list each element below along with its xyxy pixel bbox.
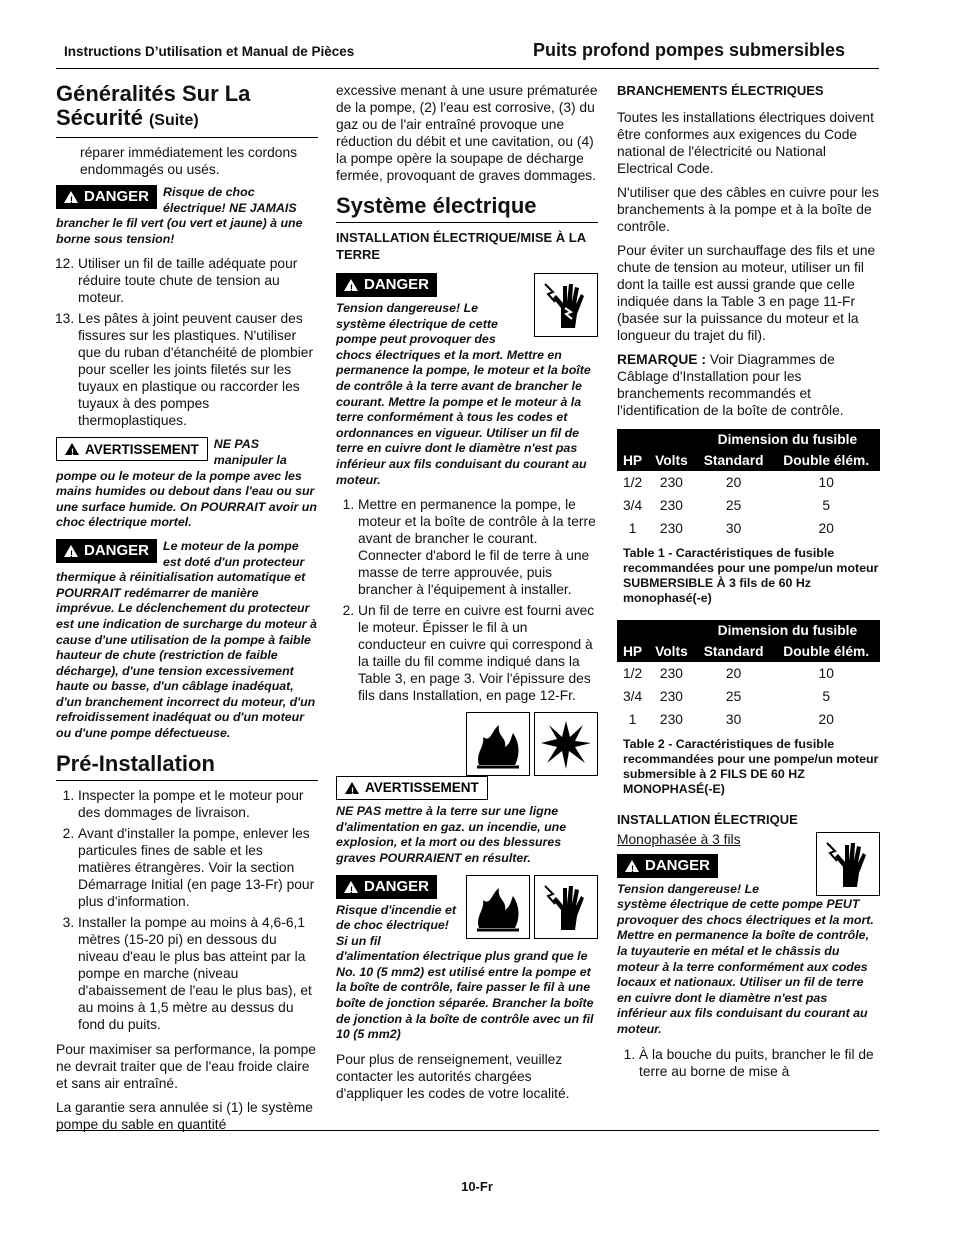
list-item: 13. Les pâtes à joint peuvent causer des fissures sur les plastiques. N'utiliser que du ruban d'étanchéité de plombier pour sceller les joints filetés sur les tuyaux en plastique ou raccorder les tuyaux à des pompes thermoplastiques. [78, 310, 318, 429]
list-item: 3. Installer la pompe au moins à 4,6-6,1 mètres (15-20 pi) en dessous du niveau d'eau le plus bas atteint par la pompe en marche (niveau d'abaissement de l'eau le plus bas), et au moins à 1,5 mètre au dessus du fond du puits. [78, 914, 318, 1033]
list-item: 1. Inspecter la pompe et le moteur pour des dommages de livraison. [78, 787, 318, 821]
avertissement-warning-2: ! AVERTISSEMENT NE PAS mettre à la terre sur une ligne d'alimentation en gaz. un incendie, une explosion, et la mort ou des blessures graves POURRAIENT en résulter. [336, 712, 598, 866]
table-cell: 230 [659, 475, 683, 490]
explosion-hazard-icon [534, 712, 598, 776]
page-number: 10-Fr [461, 1179, 493, 1194]
table-cell: 3/4 [622, 498, 643, 513]
table-2-caption: Table 2 - Caractéristiques de fusible recommandées pour une pompe/un moteur submersible à 2 FILS DE 60 HZ MONOPHASÉ(-E) [623, 737, 879, 796]
table-row [617, 471, 880, 494]
table-cell: 230 [659, 666, 683, 681]
bottom-rule [56, 1130, 879, 1131]
table-cell: 20 [725, 475, 742, 490]
table-cell: 30 [725, 712, 742, 727]
table-cell: 5 [822, 689, 831, 704]
list-item: 2. Avant d'installer la pompe, enlever les particules fines de sable et les matières étrangères. Voir la section Démarrage Initial (en page 13-Fr) pour plus d'information. [78, 825, 318, 910]
table-cell: 5 [822, 498, 831, 513]
danger-warning-1: ! DANGER Risque de choc électrique! NE JAMAIS brancher le fil vert (ou vert et jaune) à une borne sous tension! [56, 185, 303, 246]
shock-hazard-icon [534, 875, 598, 939]
danger-badge: ! DANGER [56, 539, 157, 563]
paragraph-performance: Pour maximiser sa performance, la pompe ne devrait traiter que de l'eau froide claire et sans air entraîné. [56, 1041, 316, 1091]
table-header-double: Double élém. [783, 453, 870, 468]
paragraph-remarque: REMARQUE : Voir Diagrammes de Câblage d'Installation pour les branchements recommandés et l'identification de la boîte de contrôle. [617, 352, 844, 418]
list-item: 12. Utiliser un fil de taille adéquate pour réduire toute chute de tension au moteur. [78, 255, 318, 306]
table-cell: 20 [818, 521, 834, 536]
top-rule [56, 68, 879, 69]
installation-list [617, 1046, 880, 1080]
danger-badge: ! DANGER [336, 875, 437, 899]
table-group-header: Dimension du fusible [717, 432, 858, 447]
column-1 [56, 82, 318, 1140]
table-cell: 1 [628, 521, 637, 536]
list-item: 2. Un fil de terre en cuivre est fourni avec le moteur. Épisser le fil à un conducteur en cuivre qui correspond à la taille du fil comme indiqué dans la Table 3, en page 3. Voir l'épissure des fils dans Installation, en page 12-Fr. [358, 602, 598, 704]
table-cell: 230 [659, 689, 683, 704]
paragraph-intro: réparer immédiatement les cordons endommagés ou usés. [80, 145, 298, 177]
table-cell: 20 [818, 712, 834, 727]
shock-hazard-icon [816, 832, 880, 896]
table-header-double: Double élém. [783, 644, 870, 659]
table-cell: 1/2 [622, 475, 643, 490]
avertissement-warning-1: ! AVERTISSEMENT NE PAS manipuler la pompe ou le moteur de la pompe avec les mains humides ou debout dans l'eau ou sur une surface humide. On POURRAIT avoir un choc électrique mortel. [56, 437, 317, 530]
list-item: 1. À la bouche du puits, brancher le fil de terre au borne de mise à [639, 1046, 880, 1080]
table-cell: 25 [725, 689, 742, 704]
danger-badge: ! DANGER [56, 185, 157, 209]
table-header-volts: Volts [655, 453, 688, 468]
column-2 [336, 82, 598, 1109]
table-1-caption: Table 1 - Caractéristiques de fusible recommandées pour une pompe/un moteur SUBMERSIBLE À 3 fils de 60 Hz monophasé(-e) [623, 546, 879, 605]
section-title-systeme: Système électrique [336, 194, 598, 223]
monophasee-label: Monophasée à 3 fils [617, 832, 741, 847]
table-header-hp: HP [622, 453, 643, 468]
preinstallation-list [56, 787, 318, 1033]
avertissement-badge: ! AVERTISSEMENT [336, 776, 488, 800]
table-cell: 10 [818, 475, 834, 490]
fuse-table-1 [617, 429, 880, 540]
section-title-preinstallation: Pré-Installation [56, 752, 318, 781]
fuse-table-2 [617, 620, 880, 731]
table-cell: 230 [659, 712, 683, 727]
table-cell: 25 [725, 498, 742, 513]
table-group-header: Dimension du fusible [717, 623, 858, 638]
table-cell: 230 [659, 521, 683, 536]
section-title-securite: Généralités Sur La Sécurité (Suite) [56, 82, 318, 138]
table-cell: 3/4 [622, 689, 643, 704]
danger-warning-4: ! DANGER Risque d'incendie et de choc électrique! Si un fil d'alimentation électrique plus grand que le No. 10 (5 mm2) est utilisé entre la pompe et la boîte de contrôle, faire passer le fil à une boîte de jonction séparée. Brancher la boîte de jonction à la boîte de contrôle avec un fil 10 (5 mm2) [336, 875, 598, 1043]
paragraph-cuivre: N'utiliser que des câbles en cuivre pour les branchements à la pompe et à la boîte de contrôle. [617, 185, 879, 234]
subheading-installation-electrique: INSTALLATION ÉLECTRIQUE [617, 812, 798, 827]
table-cell: 20 [725, 666, 742, 681]
fire-hazard-icon [466, 875, 530, 939]
danger-warning-2: ! DANGER Le moteur de la pompe est doté d'un protecteur thermique à réinitialisation automatique et POURRAIT redémarrer de manière imprévue. Le déclenchement du protecteur est une indication de surcharge du moteur à cause d'une utilisation de la pompe à faible hauteur de chute (restriction de faible décharge), d'une tension excessivement haute ou basse, d'un câblage inadéquat, d'un branchement incorrect du moteur, d'un refroidissement inadéquat ou d'un moteur ou d'une pompe défectueuse. [56, 538, 317, 741]
subheading-installation: INSTALLATION ÉLECTRIQUE/MISE À LA TERRE [336, 230, 586, 262]
table-row [617, 517, 880, 540]
paragraph-garantie: La garantie sera annulée si (1) le système pompe du sable en quantité [56, 1099, 313, 1132]
table-header-standard: Standard [703, 453, 764, 468]
table-cell: 230 [659, 498, 683, 513]
subheading-branchements: BRANCHEMENTS ÉLECTRIQUES [617, 83, 824, 98]
table-cell: 30 [725, 521, 742, 536]
shock-hazard-icon [534, 273, 598, 337]
table-header-volts: Volts [655, 644, 688, 659]
paragraph-continued: excessive menant à une usure prématurée de la pompe, (2) l'eau est corrosive, (3) du gaz ou de l'air entraîné provoque une réduction du débit et une cavitation, ou (4) la pompe opère la soupape de décharge fermée, provoquant de graves dommages. [336, 83, 598, 183]
paragraph-contact: Pour plus de renseignement, veuillez contacter les autorités chargées d'appliquer les codes de votre localité. [336, 1051, 570, 1101]
table-row [617, 662, 880, 685]
table-header-hp: HP [622, 644, 643, 659]
table-cell: 10 [818, 666, 834, 681]
paragraph-code: Toutes les installations électriques doivent être conformes aux exigences du Code national de l'électricité ou National Electrical Code. [617, 110, 874, 176]
danger-warning-3: ! DANGER Tension dangereuse! Le système électrique de cette pompe peut provoquer des chocs électriques et la mort. Mettre en permanence la pompe, le moteur et la boîte de contrôle à la terre avant de brancher le courant. Mettre la pompe et le moteur à la terre conformément à tous les codes et ordonnances en vigueur. Utiliser un fil de terre en cuivre dont le diamètre n'est pas inférieur aux fils conduisant du courant au moteur. [336, 273, 598, 488]
header-left: Instructions D’utilisation et Manual de Pièces [64, 44, 355, 59]
safety-list [56, 255, 318, 429]
table-cell: 1 [628, 712, 637, 727]
list-item: 1. Mettre en permanence la pompe, le moteur et la boîte de contrôle à la terre avant de brancher le courant. Connecter d'abord le fil de terre à une masse de terre approuvée, puis brancher à l'équipement à installer. [358, 496, 598, 598]
table-header-standard: Standard [703, 644, 764, 659]
paragraph-surchauffe: Pour éviter un surchauffage des fils et une chute de tension au moteur, utiliser un fil dont la taille est aussi grande que celle indiquée dans la Table 3 en page 11-Fr (basée sur la puissance du moteur et la longueur du trajet du fil). [617, 243, 876, 343]
header-right: Puits profond pompes submersibles [533, 40, 846, 60]
table-row [617, 685, 880, 708]
danger-warning-5: Monophasée à 3 fils ! DANGER Tension dangereuse! Le système électrique de cette pompe PEUT provoquer des chocs électriques et la mort. Mettre en permanence la boîte de contrôle, la tuyauterie en métal et le châssis du moteur à la terre conformément aux codes locaux et nationaux. Utiliser un fil de terre en cuivre dont le diamètre n'est pas inférieur aux fils conduisant du courant au moteur. [617, 832, 880, 1038]
column-3 [617, 82, 880, 1088]
table-row [617, 494, 880, 517]
table-row [617, 708, 880, 731]
danger-badge: ! DANGER [336, 273, 437, 297]
fire-hazard-icon [466, 712, 530, 776]
table-cell: 1/2 [622, 666, 643, 681]
avertissement-badge: ! AVERTISSEMENT [56, 437, 208, 461]
grounding-list [336, 496, 598, 704]
danger-badge: ! DANGER [617, 854, 718, 878]
